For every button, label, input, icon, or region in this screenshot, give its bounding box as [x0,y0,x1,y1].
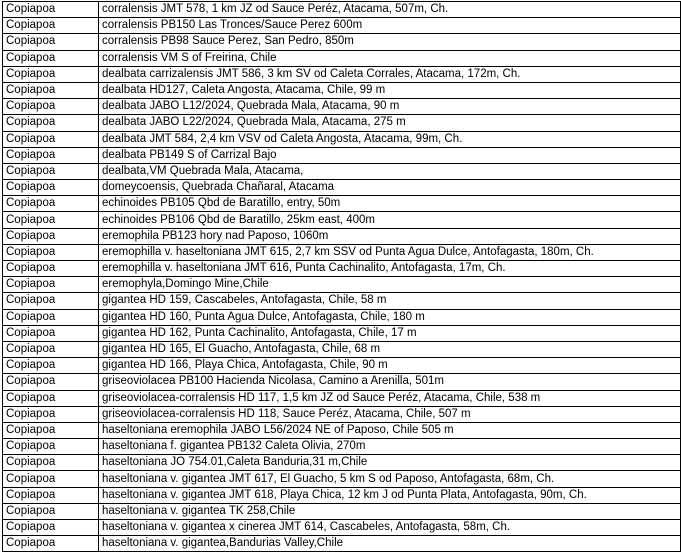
table-row [3,293,681,309]
species-cell[interactable]: corralensis PB150 Las Tronces/Sauce Perez 600m [99,18,681,34]
species-cell[interactable]: echinoides PB106 Qbd de Baratillo, 25km east, 400m [99,212,681,228]
table-row [3,341,681,357]
table-row [3,99,681,115]
table-row [3,131,681,147]
species-cell[interactable]: haseltoniana eremophila JABO L56/2024 NE of Paposo, Chile 505 m [99,422,681,438]
genus-cell[interactable]: Copiapoa [3,358,99,374]
species-table [2,1,681,552]
table-row [3,212,681,228]
species-cell[interactable]: dealbata,VM Quebrada Mala, Atacama, [99,163,681,179]
species-table-body [3,2,681,552]
species-cell[interactable]: haseltoniana JO 754.01,Caleta Banduria,31 m,Chile [99,455,681,471]
table-row [3,228,681,244]
table-row [3,439,681,455]
genus-cell[interactable]: Copiapoa [3,406,99,422]
table-row [3,34,681,50]
genus-cell[interactable]: Copiapoa [3,147,99,163]
table-row [3,390,681,406]
table-row [3,309,681,325]
genus-cell[interactable]: Copiapoa [3,228,99,244]
genus-cell[interactable]: Copiapoa [3,277,99,293]
genus-cell[interactable]: Copiapoa [3,325,99,341]
genus-cell[interactable]: Copiapoa [3,341,99,357]
species-cell[interactable]: haseltoniana f. gigantea PB132 Caleta Olivia, 270m [99,439,681,455]
genus-cell[interactable]: Copiapoa [3,2,99,18]
genus-cell[interactable]: Copiapoa [3,261,99,277]
species-cell[interactable]: haseltoniana v. gigantea x cinerea JMT 614, Cascabeles, Antofagasta, 58m, Ch. [99,520,681,536]
species-cell[interactable]: dealbata JABO L22/2024, Quebrada Mala, Atacama, 275 m [99,115,681,131]
genus-cell[interactable]: Copiapoa [3,163,99,179]
genus-cell[interactable]: Copiapoa [3,244,99,260]
species-cell[interactable]: haseltoniana v. gigantea JMT 618, Playa Chica, 12 km J od Punta Plata, Antofagasta, 90m, Ch. [99,487,681,503]
table-row [3,18,681,34]
genus-cell[interactable]: Copiapoa [3,309,99,325]
species-cell[interactable]: gigantea HD 160, Punta Agua Dulce, Antofagasta, Chile, 180 m [99,309,681,325]
genus-cell[interactable]: Copiapoa [3,536,99,552]
table-row [3,455,681,471]
table-row [3,487,681,503]
table-row [3,422,681,438]
species-cell[interactable]: gigantea HD 166, Playa Chica, Antofagasta, Chile, 90 m [99,358,681,374]
genus-cell[interactable]: Copiapoa [3,503,99,519]
species-cell[interactable]: haseltoniana v. gigantea JMT 617, El Guacho, 5 km S od Paposo, Antofagasta, 68m, Ch. [99,471,681,487]
genus-cell[interactable]: Copiapoa [3,115,99,131]
species-cell[interactable]: griseoviolacea-corralensis HD 118, Sauce Peréz, Atacama, Chile, 507 m [99,406,681,422]
species-cell[interactable]: griseoviolacea-corralensis HD 117, 1,5 km JZ od Sauce Peréz, Atacama, Chile, 538 m [99,390,681,406]
table-row [3,50,681,66]
table-row [3,536,681,552]
species-cell[interactable]: corralensis JMT 578, 1 km JZ od Sauce Peréz, Atacama, 507m, Ch. [99,2,681,18]
table-row [3,520,681,536]
genus-cell[interactable]: Copiapoa [3,82,99,98]
table-row [3,244,681,260]
genus-cell[interactable]: Copiapoa [3,455,99,471]
species-cell[interactable]: dealbata carrizalensis JMT 586, 3 km SV od Caleta Corrales, Atacama, 172m, Ch. [99,66,681,82]
table-row [3,261,681,277]
table-row [3,196,681,212]
genus-cell[interactable]: Copiapoa [3,439,99,455]
genus-cell[interactable]: Copiapoa [3,212,99,228]
genus-cell[interactable]: Copiapoa [3,422,99,438]
species-cell[interactable]: dealbata PB149 S of Carrizal Bajo [99,147,681,163]
species-cell[interactable]: haseltoniana v. gigantea TK 258,Chile [99,503,681,519]
genus-cell[interactable]: Copiapoa [3,374,99,390]
genus-cell[interactable]: Copiapoa [3,520,99,536]
genus-cell[interactable]: Copiapoa [3,196,99,212]
genus-cell[interactable]: Copiapoa [3,50,99,66]
genus-cell[interactable]: Copiapoa [3,487,99,503]
species-cell[interactable]: griseoviolacea PB100 Hacienda Nicolasa, Camino a Arenilla, 501m [99,374,681,390]
species-cell[interactable]: eremophilla v. haseltoniana JMT 616, Punta Cachinalito, Antofagasta, 17m, Ch. [99,261,681,277]
genus-cell[interactable]: Copiapoa [3,293,99,309]
species-cell[interactable]: haseltoniana v. gigantea,Bandurias Valley,Chile [99,536,681,552]
table-row [3,147,681,163]
species-cell[interactable]: gigantea HD 159, Cascabeles, Antofagasta, Chile, 58 m [99,293,681,309]
genus-cell[interactable]: Copiapoa [3,390,99,406]
genus-cell[interactable]: Copiapoa [3,34,99,50]
table-row [3,180,681,196]
table-row [3,115,681,131]
table-row [3,82,681,98]
species-cell[interactable]: eremophila PB123 hory nad Paposo, 1060m [99,228,681,244]
genus-cell[interactable]: Copiapoa [3,180,99,196]
species-cell[interactable]: corralensis VM S of Freirina, Chile [99,50,681,66]
genus-cell[interactable]: Copiapoa [3,18,99,34]
table-row [3,471,681,487]
table-row [3,374,681,390]
species-cell[interactable]: gigantea HD 165, El Guacho, Antofagasta, Chile, 68 m [99,341,681,357]
table-row [3,163,681,179]
species-cell[interactable]: domeycoensis, Quebrada Chañaral, Atacama [99,180,681,196]
species-cell[interactable]: echinoides PB105 Qbd de Baratillo, entry, 50m [99,196,681,212]
species-cell[interactable]: gigantea HD 162, Punta Cachinalito, Antofagasta, Chile, 17 m [99,325,681,341]
table-row [3,406,681,422]
table-row [3,277,681,293]
table-row [3,325,681,341]
genus-cell[interactable]: Copiapoa [3,471,99,487]
species-cell[interactable]: dealbata JABO L12/2024, Quebrada Mala, Atacama, 90 m [99,99,681,115]
table-row [3,2,681,18]
species-cell[interactable]: dealbata HD127, Caleta Angosta, Atacama, Chile, 99 m [99,82,681,98]
species-cell[interactable]: dealbata JMT 584, 2,4 km VSV od Caleta Angosta, Atacama, 99m, Ch. [99,131,681,147]
table-row [3,503,681,519]
genus-cell[interactable]: Copiapoa [3,99,99,115]
species-cell[interactable]: corralensis PB98 Sauce Perez, San Pedro, 850m [99,34,681,50]
genus-cell[interactable]: Copiapoa [3,66,99,82]
species-cell[interactable]: eremophyla,Domingo Mine,Chile [99,277,681,293]
species-cell[interactable]: eremophilla v. haseltoniana JMT 615, 2,7 km SSV od Punta Agua Dulce, Antofagasta, 180m, Ch. [99,244,681,260]
table-row [3,358,681,374]
table-row [3,66,681,82]
genus-cell[interactable]: Copiapoa [3,131,99,147]
